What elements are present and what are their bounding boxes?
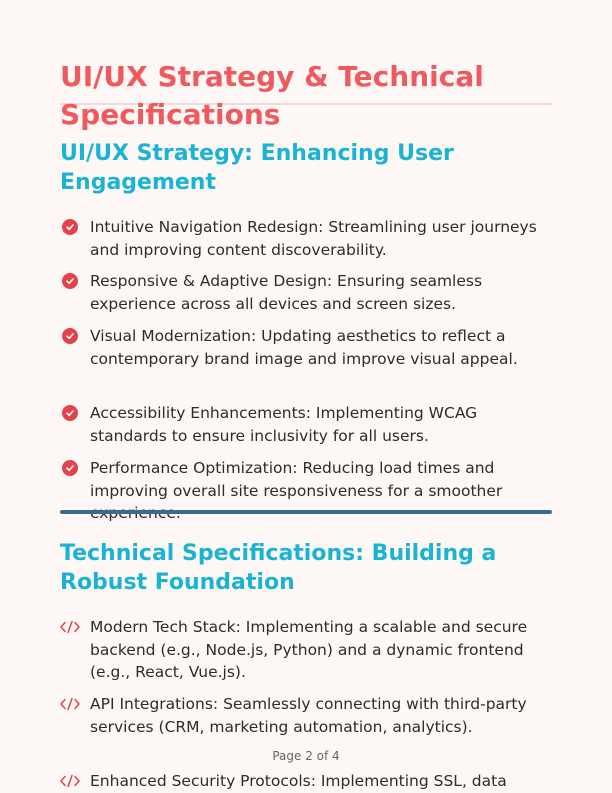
list-item-text: API Integrations: Seamlessly connecting with third-party services (CRM, marketing automation, analytics). [90, 695, 527, 736]
section-heading-technical: Technical Specifications: Building a Robust Foundation [60, 541, 497, 595]
list-item [60, 270, 552, 315]
list-item-text: Intuitive Navigation Redesign: Streamlining user journeys and improving content discoverability. [90, 218, 537, 259]
list-item-text: Modern Tech Stack: Implementing a scalable and secure backend (e.g., Node.js, Python) and a dynamic frontend (e.g., React, Vue.js). [90, 618, 528, 681]
section-heading-uiux: UI/UX Strategy: Enhancing User Engagement [60, 141, 454, 195]
page-number: Page 2 of 4 [272, 749, 340, 763]
check-circle-icon [62, 219, 78, 235]
list-item [60, 693, 552, 738]
code-brackets-icon [60, 697, 80, 711]
list-item-text: Accessibility Enhancements: Implementing WCAG standards to ensure inclusivity for all users. [90, 404, 478, 445]
page-break-divider [60, 510, 552, 514]
list-item-text: Enhanced Security Protocols: Implementing SSL, data [90, 772, 507, 790]
list-item-text: Performance Optimization: Reducing load times and improving overall site responsiveness for a smoother [90, 459, 503, 500]
list-item-text: Visual Modernization: Updating aesthetics to reflect a contemporary brand image and improve visual appeal. [90, 327, 518, 368]
check-circle-icon [62, 460, 78, 476]
list-item [60, 402, 552, 447]
page-title: UI/UX Strategy & Technical Specifications [60, 60, 484, 131]
code-brackets-icon [60, 620, 80, 634]
list-item [60, 216, 552, 261]
list-item [60, 457, 552, 525]
list-item [60, 325, 552, 370]
check-circle-icon [62, 273, 78, 289]
list-item-text: Responsive & Adaptive Design: Ensuring seamless experience across all devices and screen sizes. [90, 272, 483, 313]
code-brackets-icon [60, 774, 80, 788]
list-item [60, 616, 552, 684]
check-circle-icon [62, 405, 78, 421]
list-item [60, 770, 552, 793]
check-circle-icon [62, 328, 78, 344]
